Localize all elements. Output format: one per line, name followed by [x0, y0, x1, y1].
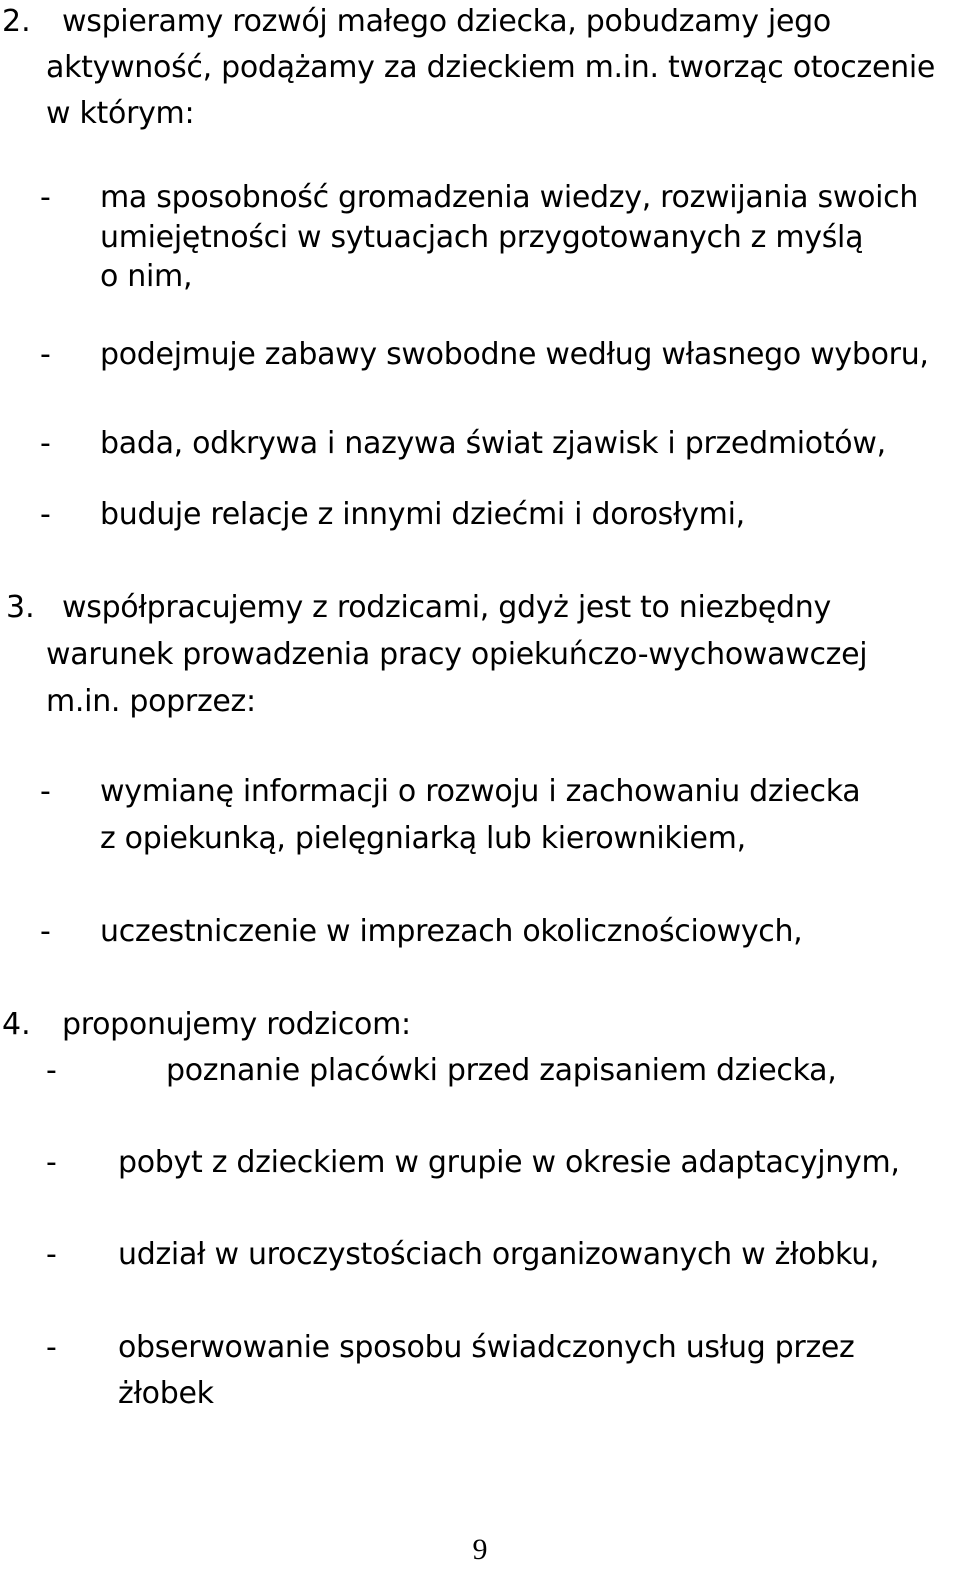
- bullet-dash: -: [40, 774, 51, 809]
- list-item-line: z opiekunką, pielęgniarką lub kierownikiem,: [100, 821, 746, 856]
- bullet-dash: -: [46, 1237, 57, 1272]
- section-text-line: w którym:: [46, 96, 195, 131]
- list-item-line: udział w uroczystościach organizowanych w żłobku,: [118, 1237, 880, 1272]
- list-item-line: obserwowanie sposobu świadczonych usług przez: [118, 1330, 855, 1365]
- list-item-line: podejmuje zabawy swobodne według własnego wyboru,: [100, 337, 929, 372]
- bullet-dash: -: [46, 1053, 57, 1088]
- bullet-dash: -: [40, 497, 51, 532]
- section-number: 3.: [6, 590, 35, 625]
- section-text-line: warunek prowadzenia pracy opiekuńczo-wychowawczej: [46, 637, 868, 672]
- section-number: 2.: [2, 4, 31, 39]
- bullet-dash: -: [40, 914, 51, 949]
- bullet-dash: -: [40, 426, 51, 461]
- list-item-line: poznanie placówki przed zapisaniem dziecka,: [166, 1053, 837, 1088]
- section-text-line: proponujemy rodzicom:: [62, 1007, 411, 1042]
- list-item-line: umiejętności w sytuacjach przygotowanych z myślą: [100, 220, 864, 255]
- list-item-line: uczestniczenie w imprezach okolicznościowych,: [100, 914, 803, 949]
- bullet-dash: -: [46, 1330, 57, 1365]
- bullet-dash: -: [40, 337, 51, 372]
- bullet-dash: -: [40, 180, 51, 215]
- list-item-line: żłobek: [118, 1376, 214, 1411]
- list-item-line: bada, odkrywa i nazywa świat zjawisk i przedmiotów,: [100, 426, 886, 461]
- bullet-dash: -: [46, 1145, 57, 1180]
- list-item-line: wymianę informacji o rozwoju i zachowaniu dziecka: [100, 774, 861, 809]
- section-text-line: współpracujemy z rodzicami, gdyż jest to niezbędny: [62, 590, 831, 625]
- list-item-line: o nim,: [100, 259, 193, 294]
- section-text-line: m.in. poprzez:: [46, 684, 256, 719]
- page-number: 9: [472, 1533, 488, 1566]
- section-text-line: wspieramy rozwój małego dziecka, pobudzamy jego: [62, 4, 831, 39]
- list-item-line: buduje relacje z innymi dziećmi i dorosłymi,: [100, 497, 745, 532]
- list-item-line: ma sposobność gromadzenia wiedzy, rozwijania swoich: [100, 180, 919, 215]
- section-text-line: aktywność, podążamy za dzieckiem m.in. tworząc otoczenie: [46, 50, 936, 85]
- list-item-line: pobyt z dzieckiem w grupie w okresie adaptacyjnym,: [118, 1145, 900, 1180]
- section-number: 4.: [2, 1007, 31, 1042]
